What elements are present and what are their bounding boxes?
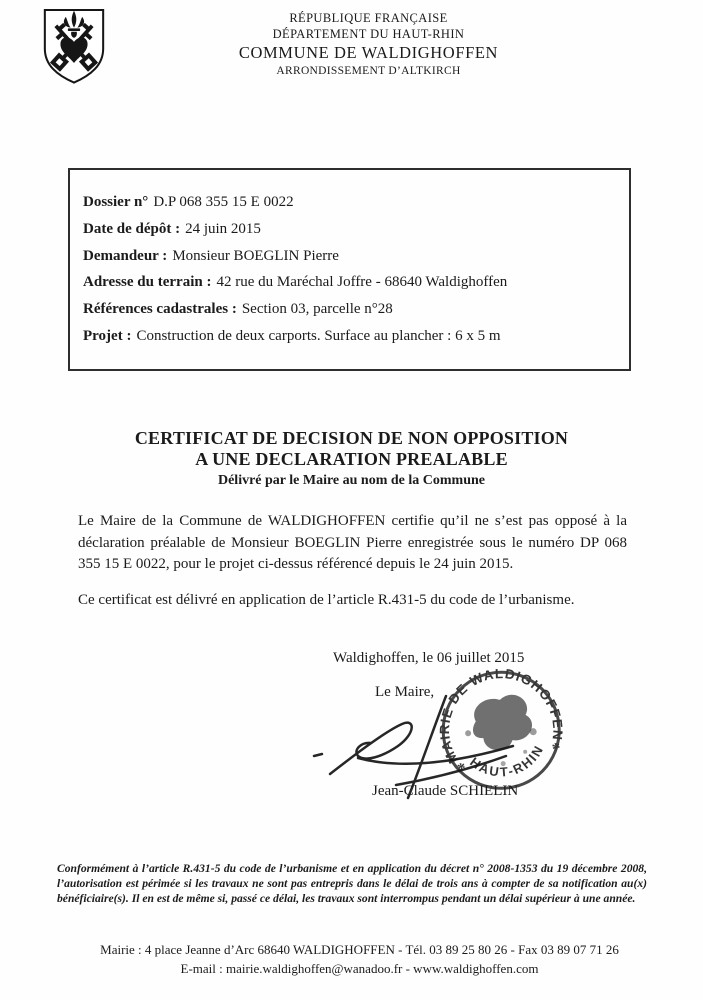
dossier-number-row (83, 194, 619, 221)
dossier-number-label: Dossier n° (83, 194, 149, 210)
stamp-top-text: MAIRIE DE WALDIGHOFFEN (437, 666, 566, 767)
applicant-value: Monsieur BOEGLIN Pierre (172, 247, 339, 264)
cadastral-refs-label: Références cadastrales : (83, 301, 237, 318)
stamp-left-star: * (455, 758, 468, 780)
title-line-2: A UNE DECLARATION PREALABLE (195, 449, 508, 469)
title-line-1: CERTIFICAT DE DECISION DE NON OPPOSITION (134, 428, 569, 448)
signer-role: Le Maire, (375, 684, 435, 700)
department-line: DÉPARTEMENT DU HAUT-RHIN (272, 26, 465, 41)
project-row (83, 328, 619, 355)
legal-notice: Conformément à l’article R.431-5 du code de l’urbanisme et en application du décret n° 2008-1353 du 19 décembre 2008, l’autorisation est périmée si les travaux ne sont pas entrepris dans le délai de trois ans à compter de sa notification au(x) bénéficiaire(s). Il en est de même si, passé ce délai, les travaux sont interrompus pendant un délai supérieur à une année. (57, 862, 647, 906)
republic-line: RÉPUBLIQUE FRANÇAISE (289, 11, 448, 25)
stamp-bottom-text: HAUT-RHIN (467, 741, 547, 780)
place-date-line: Waldighoffen, le 06 juillet 2015 (333, 650, 525, 666)
deposit-date-value: 24 juin 2015 (185, 220, 261, 237)
applicant-label: Demandeur : (83, 247, 168, 264)
title-subtitle: Délivré par le Maire au nom de la Commune (217, 473, 485, 488)
terrain-address-label: Adresse du terrain : (83, 274, 212, 291)
letterhead (0, 11, 703, 78)
applicant-row (83, 248, 619, 275)
project-label: Projet : (83, 327, 132, 344)
footer-address-line: Mairie : 4 place Jeanne d’Arc 68640 WALDIGHOFFEN - Tél. 03 89 25 80 26 - Fax 03 89 07 71 26 (100, 942, 619, 957)
dossier-number-value: D.P 068 355 15 E 0022 (153, 194, 294, 210)
project-value: Construction de deux carports. Surface au plancher : 6 x 5 m (136, 327, 501, 344)
dossier-info-box (68, 168, 631, 371)
cadastral-refs-row (83, 301, 619, 328)
cadastral-refs-value: Section 03, parcelle n°28 (241, 301, 393, 318)
terrain-address-value: 42 rue du Maréchal Joffre - 68640 Waldighoffen (216, 274, 508, 291)
body-paragraph-2: Ce certificat est délivré en application de l’article R.431-5 du code de l’urbanisme. (78, 591, 575, 608)
body-paragraph-1: Le Maire de la Commune de WALDIGHOFFEN certifie qu’il ne s’est pas opposé à la déclaration préalable de Monsieur BOEGLIN Pierre enregistrée sous le numéro DP 068 355 15 E 0022, pour le projet ci-dessus référencé depuis le 24 juin 2015. (78, 513, 627, 572)
stamp-right-star: * (550, 738, 563, 759)
terrain-address-row (83, 274, 619, 301)
certificate-body (78, 511, 627, 611)
signer-name: Jean-Claude SCHIELIN (372, 783, 519, 799)
arrondissement-line: ARRONDISSEMENT D’ALTKIRCH (276, 64, 461, 77)
certificate-title (0, 428, 703, 489)
deposit-date-row (83, 221, 619, 248)
deposit-date-label: Date de dépôt : (83, 220, 181, 237)
commune-line: COMMUNE DE WALDIGHOFFEN (238, 43, 499, 63)
footer-contact-line: E-mail : mairie.waldighoffen@wanadoo.fr - www.waldighoffen.com (180, 960, 539, 976)
mairie-footer (0, 941, 703, 978)
